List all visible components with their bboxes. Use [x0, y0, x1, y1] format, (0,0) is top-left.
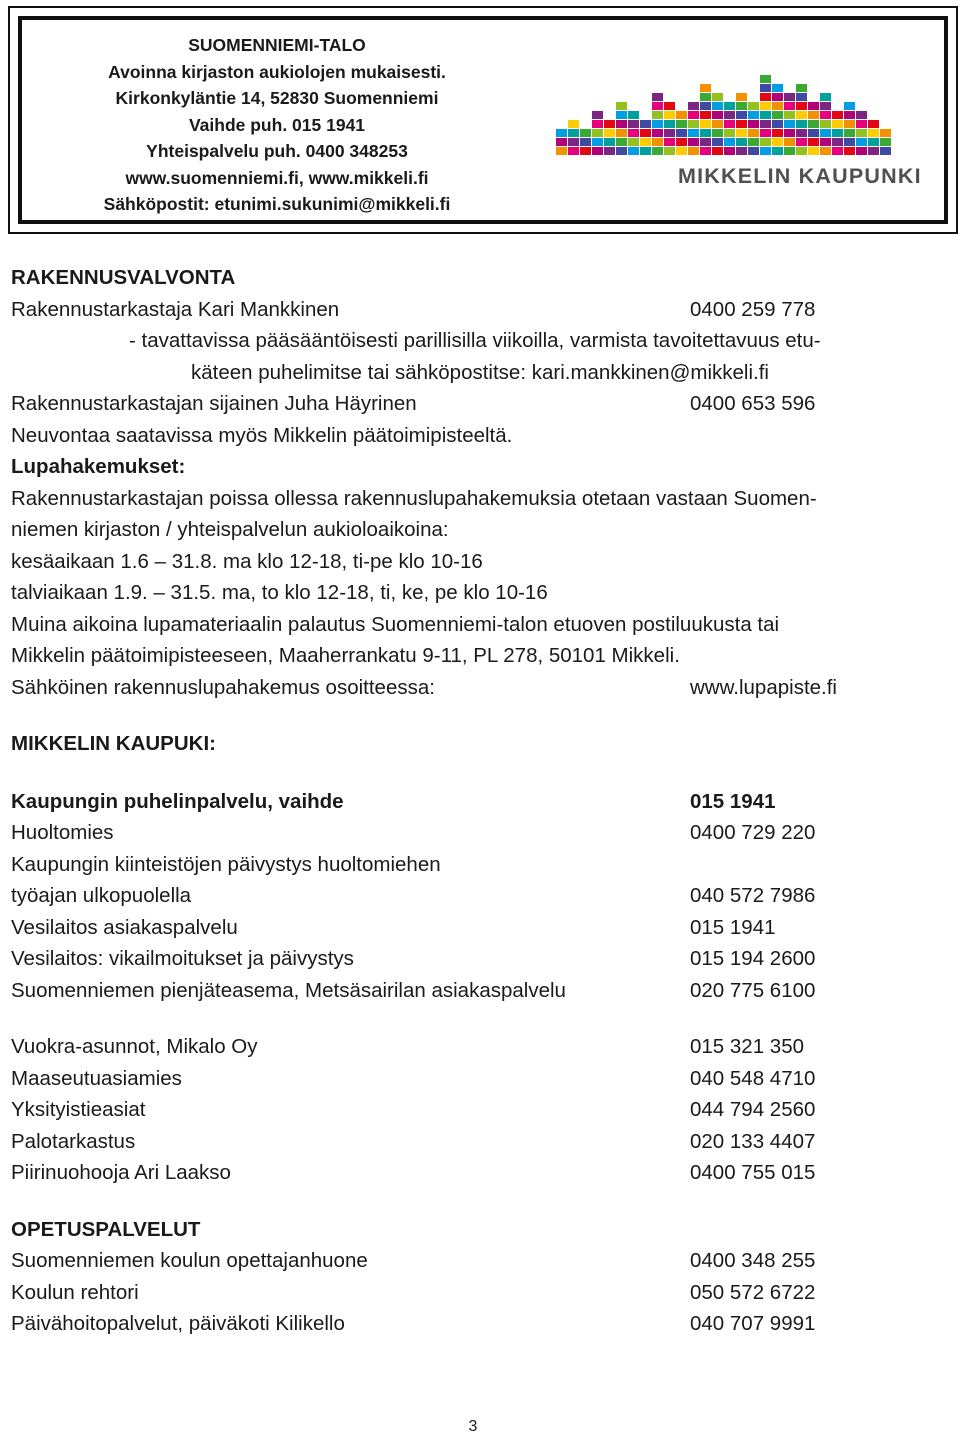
skyline-block: [676, 129, 687, 137]
skyline-block: [772, 129, 783, 137]
winter-hours: talviaikaan 1.9. – 31.5. ma, to klo 12-18, ti, ke, pe klo 10-16: [11, 581, 548, 604]
contact-label: Koulun rehtori: [11, 1280, 139, 1304]
skyline-block: [724, 138, 735, 146]
skyline-block: [856, 120, 867, 128]
skyline-block: [628, 129, 639, 137]
skyline-block: [844, 111, 855, 119]
contact-label: Rakennustarkastajan sijainen Juha Häyrinen: [11, 392, 417, 415]
skyline-block: [664, 129, 675, 137]
contact-row: [11, 912, 949, 944]
skyline-block: [712, 147, 723, 155]
skyline-block: [688, 102, 699, 110]
skyline-block: [808, 138, 819, 146]
return-text: Muina aikoina lupamateriaalin palautus Suomenniemi-talon etuoven postiluukusta tai: [11, 612, 780, 636]
skyline-block: [592, 120, 603, 128]
contact-label: Rakennustarkastaja Kari Mankkinen: [11, 297, 340, 321]
skyline-block: [700, 93, 711, 101]
skyline-block: [808, 102, 819, 110]
skyline-block: [748, 147, 759, 155]
contact-row: [11, 1126, 949, 1158]
contact-phone: 020 775 6100: [690, 978, 816, 1002]
skyline-block: [688, 129, 699, 137]
education-contacts-list: [11, 1245, 949, 1340]
skyline-block: [856, 129, 867, 137]
skyline-block: [592, 138, 603, 146]
permit-text: niemen kirjaston / yhteispalvelun aukioloaikoina:: [11, 518, 449, 541]
skyline-block: [772, 147, 783, 155]
skyline-block: [820, 129, 831, 137]
skyline-block: [676, 147, 687, 155]
skyline-block: [568, 129, 579, 137]
skyline-block: [568, 147, 579, 155]
e-permit-url: www.lupapiste.fi: [690, 675, 837, 699]
skyline-block: [820, 93, 831, 101]
contact-label: Vuokra-asunnot, Mikalo Oy: [11, 1035, 258, 1058]
main-content: [11, 262, 949, 1340]
skyline-block: [736, 93, 747, 101]
contact-row: [11, 975, 949, 1007]
skyline-block: [796, 120, 807, 128]
skyline-block: [736, 129, 747, 137]
contact-row: [11, 1308, 949, 1340]
skyline-block: [820, 120, 831, 128]
skyline-block: [712, 102, 723, 110]
skyline-block: [652, 102, 663, 110]
skyline-block: [784, 102, 795, 110]
skyline-block: [856, 111, 867, 119]
skyline-block: [760, 147, 771, 155]
contact-label: Huoltomies: [11, 821, 114, 844]
email-format: Sähköpostit: etunimi.sukunimi@mikkeli.fi: [103, 194, 451, 214]
skyline-block: [844, 120, 855, 128]
skyline-block: [628, 120, 639, 128]
contact-label: Päivähoitopalvelut, päiväkoti Kilikello: [11, 1312, 345, 1335]
skyline-block: [640, 147, 651, 155]
skyline-block: [736, 147, 747, 155]
skyline-block: [832, 129, 843, 137]
contact-row: [11, 1031, 949, 1063]
contact-phone: 0400 755 015: [690, 1161, 816, 1184]
skyline-block: [604, 147, 615, 155]
skyline-block: [820, 138, 831, 146]
skyline-block: [760, 93, 771, 101]
skyline-block: [772, 84, 783, 92]
skyline-block: [760, 75, 771, 83]
skyline-block: [556, 147, 567, 155]
skyline-block: [748, 102, 759, 110]
skyline-block: [676, 111, 687, 119]
service-phone: Yhteispalvelu puh. 0400 348253: [146, 141, 408, 161]
contact-phone: 040 572 7986: [690, 884, 816, 907]
skyline-block: [868, 129, 879, 137]
skyline-block: [760, 129, 771, 137]
skyline-block: [760, 138, 771, 146]
street-address: Kirkonkyläntie 14, 52830 Suomenniemi: [115, 88, 439, 108]
skyline-block: [652, 138, 663, 146]
skyline-block: [616, 129, 627, 137]
skyline-block: [652, 147, 663, 155]
skyline-block: [724, 111, 735, 119]
skyline-block: [592, 147, 603, 155]
contact-row: [11, 943, 949, 975]
skyline-block: [796, 111, 807, 119]
skyline-block: [832, 111, 843, 119]
skyline-block: [760, 102, 771, 110]
skyline-block: [796, 147, 807, 155]
skyline-block: [700, 84, 711, 92]
skyline-block: [868, 138, 879, 146]
skyline-block: [736, 111, 747, 119]
skyline-block: [820, 102, 831, 110]
skyline-block: [700, 120, 711, 128]
opening-hours: Avoinna kirjaston aukiolojen mukaisesti.: [108, 61, 446, 82]
contact-row: [11, 1094, 949, 1126]
city-contacts-list: [11, 817, 949, 1006]
skyline-block: [808, 129, 819, 137]
availability-note-cont: käteen puhelimitse tai sähköpostitse: kari.mankkinen@mikkeli.fi: [191, 360, 769, 384]
skyline-block: [592, 111, 603, 119]
skyline-block: [784, 147, 795, 155]
contact-phone: 044 794 2560: [690, 1098, 816, 1121]
section-title-rakennusvalvonta: RAKENNUSVALVONTA: [11, 266, 236, 289]
skyline-block: [676, 138, 687, 146]
skyline-block: [700, 147, 711, 155]
skyline-block: [868, 147, 879, 155]
skyline-block: [760, 120, 771, 128]
contact-row: [11, 817, 949, 849]
skyline-block: [736, 138, 747, 146]
skyline-block: [724, 120, 735, 128]
advice-note: Neuvontaa saatavissa myös Mikkelin päätoimipisteeltä.: [11, 423, 513, 447]
skyline-block: [628, 147, 639, 155]
contact-label: Vesilaitos asiakaspalvelu: [11, 915, 238, 939]
contact-row-switchboard: [11, 786, 949, 818]
contact-phone: 0400 348 255: [690, 1249, 816, 1272]
skyline-block: [772, 102, 783, 110]
contact-row: [11, 880, 949, 912]
contact-phone: 050 572 6722: [690, 1280, 816, 1304]
skyline-block: [712, 138, 723, 146]
contact-block: [82, 32, 472, 218]
skyline-block: [652, 129, 663, 137]
skyline-block: [808, 147, 819, 155]
skyline-block: [688, 120, 699, 128]
skyline-block: [796, 129, 807, 137]
skyline-block: [592, 129, 603, 137]
skyline-block: [700, 111, 711, 119]
skyline-block: [688, 138, 699, 146]
other-contacts-list: [11, 1031, 949, 1189]
skyline-block: [580, 147, 591, 155]
subsection-title-lupahakemukset: Lupahakemukset:: [11, 455, 186, 478]
contact-label: Palotarkastus: [11, 1129, 136, 1153]
skyline-block: [640, 129, 651, 137]
header-box: [8, 6, 958, 234]
skyline-block: [748, 111, 759, 119]
skyline-block: [652, 111, 663, 119]
skyline-block: [712, 120, 723, 128]
skyline-block: [772, 111, 783, 119]
skyline-block: [844, 147, 855, 155]
skyline-block: [616, 120, 627, 128]
skyline-block: [652, 120, 663, 128]
page-number: 3: [468, 1418, 478, 1435]
skyline-block: [796, 84, 807, 92]
skyline-block: [616, 111, 627, 119]
skyline-block: [640, 138, 651, 146]
contact-phone: 015 321 350: [690, 1035, 805, 1058]
return-text: Mikkelin päätoimipisteeseen, Maaherrankatu 9-11, PL 278, 50101 Mikkeli.: [11, 644, 680, 667]
e-permit-label: Sähköinen rakennuslupahakemus osoitteessa:: [11, 675, 435, 699]
contact-label: työajan ulkopuolella: [11, 884, 192, 907]
skyline-block: [868, 120, 879, 128]
skyline-block: [760, 111, 771, 119]
section-title-opetuspalvelut: OPETUSPALVELUT: [11, 1217, 201, 1241]
skyline-block: [712, 129, 723, 137]
skyline-block: [712, 111, 723, 119]
contact-row: [11, 294, 949, 326]
skyline-block: [784, 138, 795, 146]
contact-label: Suomenniemen koulun opettajanhuone: [11, 1249, 368, 1272]
summer-hours: kesäaikaan 1.6 – 31.8. ma klo 12-18, ti-pe klo 10-16: [11, 549, 483, 573]
logo-wordmark: MIKKELIN KAUPUNKI: [678, 164, 922, 188]
skyline-block: [700, 138, 711, 146]
contact-phone: 020 133 4407: [690, 1129, 816, 1153]
websites: www.suomenniemi.fi, www.mikkeli.fi: [125, 167, 429, 188]
contact-row: [11, 388, 949, 420]
skyline-block: [724, 102, 735, 110]
skyline-block: [832, 138, 843, 146]
skyline-block: [808, 111, 819, 119]
skyline-block: [796, 93, 807, 101]
skyline-block: [568, 120, 579, 128]
skyline-block: [796, 102, 807, 110]
skyline-block: [652, 93, 663, 101]
skyline-block: [856, 147, 867, 155]
availability-note: - tavattavissa pääsääntöisesti parillisilla viikoilla, varmista tavoitettavuus etu-: [129, 329, 821, 352]
skyline-block: [736, 102, 747, 110]
skyline-block: [880, 147, 891, 155]
skyline-block: [880, 138, 891, 146]
skyline-block: [772, 93, 783, 101]
contact-phone: 0400 653 596: [690, 392, 816, 415]
skyline-block: [664, 102, 675, 110]
contact-label: Kaupungin puhelinpalvelu, vaihde: [11, 789, 344, 813]
contact-row: [11, 1157, 949, 1189]
skyline-block: [784, 129, 795, 137]
venue-name: SUOMENNIEMI-TALO: [188, 35, 366, 55]
section-title-kaupunki: MIKKELIN KAUPUKI:: [11, 732, 216, 755]
contact-row: [11, 1277, 949, 1309]
skyline-block: [856, 138, 867, 146]
contact-phone: 015 1941: [690, 789, 776, 813]
skyline-block: [664, 111, 675, 119]
skyline-block: [748, 120, 759, 128]
contact-phone: 015 194 2600: [690, 947, 816, 970]
skyline-block: [664, 147, 675, 155]
skyline-block: [832, 120, 843, 128]
skyline-block: [616, 138, 627, 146]
skyline-block: [784, 111, 795, 119]
skyline-block: [676, 120, 687, 128]
skyline-block: [748, 129, 759, 137]
skyline-block: [556, 129, 567, 137]
skyline-block: [724, 129, 735, 137]
switchboard-phone: Vaihde puh. 015 1941: [188, 114, 366, 135]
contact-label: Maaseutuasiamies: [11, 1066, 182, 1090]
contact-phone: 040 707 9991: [690, 1312, 816, 1335]
skyline-block: [664, 120, 675, 128]
skyline-block: [700, 129, 711, 137]
skyline-block: [628, 138, 639, 146]
mikkeli-logo: [556, 66, 922, 196]
skyline-block: [556, 138, 567, 146]
skyline-block: [736, 120, 747, 128]
skyline-block: [628, 111, 639, 119]
contact-phone: 015 1941: [690, 915, 776, 939]
contact-phone: 0400 259 778: [690, 297, 816, 321]
skyline-icon: [556, 66, 904, 158]
contact-label: Suomenniemen pienjäteasema, Metsäsairilan asiakaspalvelu: [11, 978, 566, 1002]
skyline-block: [844, 138, 855, 146]
skyline-block: [784, 120, 795, 128]
skyline-block: [688, 111, 699, 119]
contact-phone: 0400 729 220: [690, 821, 816, 844]
skyline-block: [640, 120, 651, 128]
skyline-block: [808, 120, 819, 128]
skyline-block: [688, 147, 699, 155]
skyline-block: [604, 129, 615, 137]
skyline-block: [880, 129, 891, 137]
contact-row: [11, 849, 949, 881]
contact-label: Vesilaitos: vikailmoitukset ja päivystys: [11, 947, 354, 970]
permit-text: Rakennustarkastajan poissa ollessa rakennuslupahakemuksia otetaan vastaan Suomen-: [11, 486, 817, 510]
skyline-block: [784, 93, 795, 101]
contact-row: [11, 1245, 949, 1277]
skyline-block: [568, 138, 579, 146]
skyline-block: [832, 147, 843, 155]
skyline-block: [796, 138, 807, 146]
contact-phone: 040 548 4710: [690, 1066, 816, 1090]
skyline-block: [616, 147, 627, 155]
skyline-block: [760, 84, 771, 92]
skyline-block: [724, 147, 735, 155]
skyline-block: [664, 138, 675, 146]
skyline-block: [700, 102, 711, 110]
contact-row: [11, 1063, 949, 1095]
skyline-block: [580, 129, 591, 137]
skyline-block: [712, 93, 723, 101]
skyline-block: [604, 138, 615, 146]
contact-label: Kaupungin kiinteistöjen päivystys huoltomiehen: [11, 852, 441, 876]
skyline-block: [616, 102, 627, 110]
contact-label: Piirinuohooja Ari Laakso: [11, 1161, 231, 1184]
contact-label: Yksityistieasiat: [11, 1098, 146, 1121]
e-permit-row: [11, 672, 949, 704]
skyline-block: [820, 111, 831, 119]
skyline-block: [748, 138, 759, 146]
skyline-block: [772, 138, 783, 146]
skyline-block: [604, 120, 615, 128]
skyline-block: [844, 129, 855, 137]
skyline-block: [580, 138, 591, 146]
skyline-block: [844, 102, 855, 110]
skyline-block: [772, 120, 783, 128]
skyline-block: [820, 147, 831, 155]
